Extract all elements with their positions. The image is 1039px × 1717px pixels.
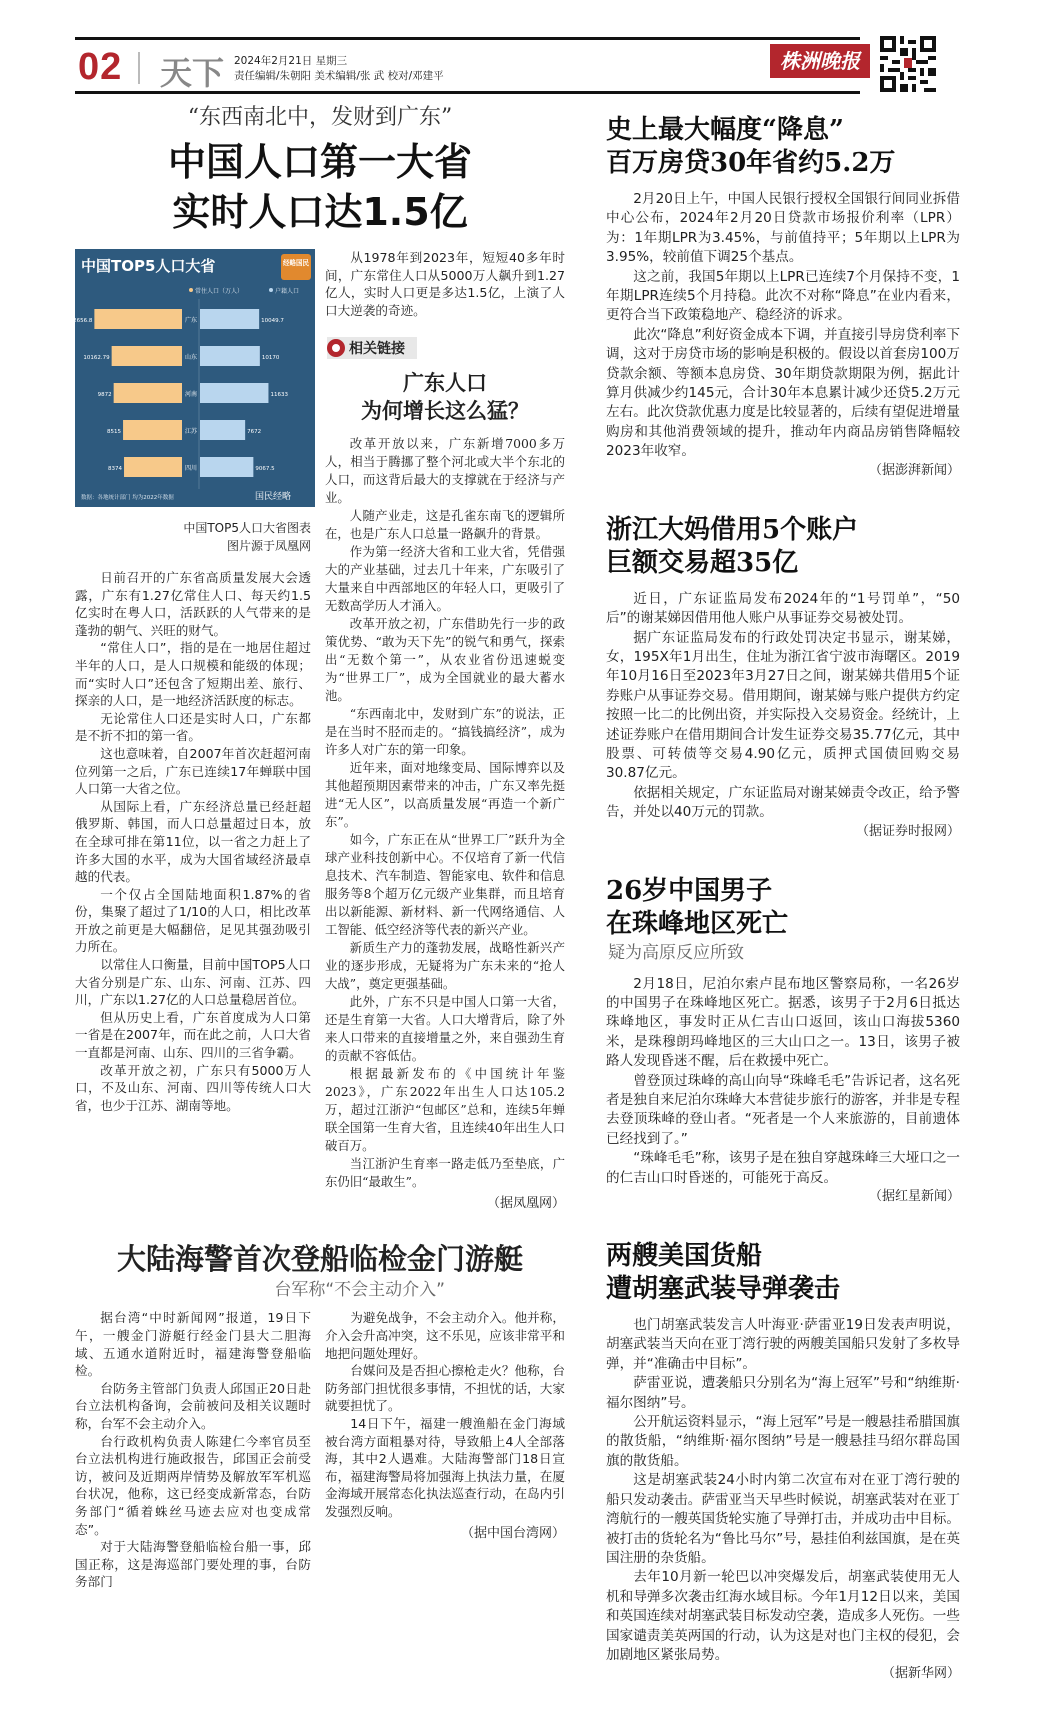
paragraph: 据广东证监局发布的行政处罚决定书显示，谢某娣，女，195X年1月出生，住址为浙江省宁波市海曙区。2019年10月16日至2023年3月27日之间，谢某娣共借用5个证券账户从事证券交易。借用期间，谢某娣与账户提供方约定按照一比二的比例出资，并实际投入交易资金。经统计，上述证券账户在借用期间合计发生证券交易35.77亿元，其中股票、可转债等交易4.90亿元，质押式国债回购交易30.87亿元。 — [606, 629, 960, 782]
legend-registered: 户籍人口 — [275, 288, 300, 295]
paragraph: 此次“降息”利好资金成本下调，并直接引导房贷利率下调，这对于房贷市场的影响是积极的。假设以首套房100万贷款余额、等额本息房贷、30年期贷款期限为例，据此计算月供减少约145元，合计30年本息累计减少还贷5.2万元左右。此次贷款优惠力度是比较显著的，后续有望促进增量购房和其他消费领域的提升，推动年内商品房销售降幅较2023年收窄。 — [606, 326, 960, 460]
paragraph: 萨雷亚说，遭袭船只分别名为“海上冠军”号和“纳维斯·福尔图纳”号。 — [606, 1375, 960, 1411]
issue-meta — [234, 54, 444, 84]
paragraph: 台行政机构负责人陈建仁今率官员至台立法机构进行施政报告，邱国正会前受访，被问及近期两岸情势及解放军军机巡台状况，他称，这已经变成新常态，台防务部门“循着蛛丝马迹去应对也变成常态”。 — [75, 1433, 311, 1537]
right-area — [606, 114, 960, 1717]
paragraph: 依据相关规定，广东证监局对谢某娣责令改正，给予警告，并处以40万元的罚款。 — [606, 784, 960, 821]
qr-code-icon — [880, 36, 936, 92]
paragraph: 曾登顶过珠峰的高山向导“珠峰毛毛”告诉记者，这名死者是独自来尼泊尔珠峰大本营徒步旅行的游客，并非是专程去登顶珠峰的登山者。“死者是一个人来旅游的，目前遗体已经找到了。” — [606, 1072, 960, 1147]
ships-headline — [606, 1240, 960, 1306]
page-number: 02 — [78, 46, 123, 88]
paragraph: “常住人口”，指的是在一地居住超过半年的人口，是人口规模和能级的体现；而“实时人口”还包含了短期出差、旅行、探亲的人口，是一地经济活跃度的标志。 — [75, 640, 311, 709]
paragraph: 改革开放之初，广东只有5000万人口，不及山东、河南、四川等传统人口大省，也少于江苏、湖南等地。 — [75, 1062, 311, 1113]
lead-columns — [69, 249, 565, 1213]
value-label-resident: 12656.8 — [69, 318, 93, 324]
editors: 责任编辑/朱朝阳 美术编辑/张 武 校对/邓建平 — [234, 70, 444, 82]
paragraph: “东西南北中，发财到广东”的说法，正是在当时不胫而走的。“搞钱搞经济”，成为许多人对广东的第一印象。 — [325, 706, 565, 758]
sidebar-headline-line1: 广东人口 — [403, 370, 487, 396]
lead-column-1 — [69, 249, 311, 1213]
legend-resident: 常住人口（万人） — [195, 288, 244, 295]
paragraph: 公开航运资料显示，“海上冠军”号是一艘悬挂希腊国旗的散货船，“纳维斯·福尔图纳”号是一艘悬挂马绍尔群岛国旗的散货船。 — [606, 1414, 960, 1469]
paragraph: 作为第一经济大省和工业大省，凭借强大的产业基础，过去几十年来，广东吸引了大量来自中西部地区的年轻人口，更吸引了无数高学历人才涌入。 — [325, 544, 565, 614]
lead-intro — [325, 249, 565, 319]
bar-registered-4 — [200, 457, 253, 477]
paragraph: 据台湾“中时新闻网”报道，19日下午，一艘金门游艇行经金门县大二胆海域、五通水道附近时，福建海警登船临检。 — [75, 1310, 311, 1379]
paragraph: 这也意味着，自2007年首次赶超河南位列第一之后，广东已连续17年蝉联中国人口第一大省之位。 — [75, 745, 311, 797]
source-credit: （据证券时报网） — [855, 823, 960, 839]
paragraph: 近年来，面对地缘变局、国际博弈以及其他超预期因素带来的冲击，广东又率先挺进“无人区”，以高质量发展“再造一个新广东”。 — [325, 760, 565, 830]
paragraph: 2月20日上午，中国人民银行授权全国银行间同业拆借中心公布，2024年2月20日贷款市场报价利率（LPR）为：1年期LPR为3.45%，与前值持平；5年期以上LPR为3.95%，较前值下调25个基点。 — [606, 191, 960, 266]
bar-registered-3 — [200, 420, 245, 440]
paragraph: 也门胡塞武装发言人叶海亚·萨雷亚19日发表声明说，胡塞武装当天向在亚丁湾行驶的两艘美国船只发射了多枚导弹，并“准确击中目标”。 — [606, 1317, 960, 1372]
lead-title — [75, 137, 565, 237]
lead-title-line1: 中国人口第一大省 — [167, 140, 472, 184]
paragraph: “珠峰毛毛”称，该男子是在独自穿越珠峰三大垭口之一的仁吉山口时昏迷的，可能死于高反。 — [606, 1150, 960, 1186]
section-name: 天下 — [160, 54, 225, 92]
paragraph: 此外，广东不只是中国人口第一大省，还是生育第一大省。人口大增背后，除了外来人口带来的直接增量之外，来自强劲生育的贡献不容低估。 — [325, 994, 565, 1064]
bar-resident-0 — [94, 309, 182, 329]
value-label-resident: 8374 — [108, 466, 123, 472]
paragraph: 改革开放以来，广东新增7000多万人，相当于腾挪了整个河北或大半个东北的人口，而这背后最大的支撑就在于经济与产业。 — [325, 436, 565, 506]
source-credit: （据红星新闻） — [868, 1189, 960, 1205]
everest-article — [606, 875, 960, 1206]
kinmen-headline: 大陆海警首次登船临检金门游艇 — [116, 1242, 523, 1277]
chart-brand: 国民经略 — [255, 492, 292, 502]
paragraph: 台媒问及是否担心擦枪走火？他称，台防务部门担忧很多事情，不担忧的话，大家就要担忧了。 — [325, 1363, 565, 1414]
paragraph: 台防务主管部门负责人邱国正20日赴台立法机构备询，会前被问及相关议题时称，台军不会主动介入。 — [75, 1380, 311, 1431]
legend-swatch-resident — [189, 288, 193, 292]
everest-headline — [606, 875, 960, 941]
sidebar-headline-line2: 为何增长这么猛？ — [361, 398, 529, 424]
chart-badge-icon — [281, 254, 311, 280]
category-label: 四川 — [184, 465, 198, 472]
ships-article — [606, 1240, 960, 1683]
lead-body — [75, 569, 311, 1114]
zj-body — [606, 590, 960, 823]
zj-article — [606, 514, 960, 841]
paragraph: 改革开放之初，广东借助先行一步的政策优势、“敢为天下先”的锐气和勇气，探索出“无数个第一”，从农业省份迅速蜕变为“世界工厂”，成为全国就业的最大蓄水池。 — [325, 616, 565, 704]
divider — [138, 52, 140, 84]
circle-icon — [327, 339, 345, 357]
lead-column-2 — [325, 249, 565, 1213]
paragraph: 为避免战争，不会主动介入。他并称，介入会升高冲突，这不乐见，应该非常平和地把问题处理好。 — [325, 1310, 565, 1361]
bar-registered-1 — [200, 346, 260, 366]
chart-note: 数据：各地统计部门 均为2022年数据 — [81, 495, 174, 501]
chart-title: 中国TOP5人口大省 — [81, 257, 216, 275]
bar-resident-4 — [124, 457, 182, 477]
rate-headline-line1: 史上最大幅度“降息” — [606, 115, 844, 145]
paragraph: 新质生产力的蓬勃发展，战略性新兴产业的逐步形成，无疑将为广东未来的“抢人大战”，奠定更强基础。 — [325, 940, 565, 992]
value-label-resident: 10162.79 — [83, 355, 110, 361]
rate-body — [606, 190, 960, 462]
zj-headline-line1: 浙江大妈借用5个账户 — [606, 514, 859, 545]
newspaper-logo: 株洲晚报 — [770, 44, 870, 78]
population-bar-chart — [69, 249, 315, 507]
value-label-registered: 11633 — [270, 392, 288, 398]
paragraph: 根据最新发布的《中国统计年鉴2023》，广东2022年出生人口达105.2万，超过江浙沪“包邮区”总和，连续5年蝉联全国第一生育大省，且连续40年出生人口破百万。 — [325, 1066, 565, 1154]
category-label: 河南 — [184, 391, 198, 398]
header-top-rule — [75, 37, 860, 40]
paragraph: 去年10月新一轮巴以冲突爆发后，胡塞武装使用无人机和导弹多次袭击红海水域目标。今年1月12日以来，美国和英国连续对胡塞武装目标发动空袭，造成多人死伤。一些国家谴责美英两国的行动，认为这是对也门主权的侵犯，会加剧地区紧张局势。 — [606, 1569, 960, 1663]
bar-resident-3 — [123, 420, 182, 440]
rate-headline — [606, 114, 960, 180]
sidebar-body — [325, 435, 565, 1191]
category-label: 广东 — [184, 317, 198, 324]
bar-registered-0 — [200, 309, 259, 329]
related-link-label: 相关链接 — [349, 341, 405, 358]
value-label-resident: 9872 — [97, 392, 112, 398]
ships-body — [606, 1316, 960, 1665]
sidebar-headline — [325, 369, 565, 425]
value-label-registered: 10170 — [261, 355, 280, 361]
bar-registered-2 — [200, 383, 268, 403]
bar-resident-1 — [112, 346, 182, 366]
paragraph: 人随产业走，这是孔雀东南飞的逻辑所在，也是广东人口总量一路飙升的背景。 — [325, 508, 565, 542]
issue-date: 2024年2月21日 星期三 — [234, 55, 348, 67]
paragraph: 从国际上看，广东经济总量已经赶超俄罗斯、韩国，而人口总量超过日本，放在全球可排在第11位，以一省之力赶上了许多大国的水平，成为大国省域经济最卓越的代表。 — [75, 798, 311, 885]
value-label-resident: 8515 — [107, 429, 122, 435]
everest-body — [606, 975, 960, 1188]
paragraph: 14日下午，福建一艘渔船在金门海域被台湾方面粗暴对待，导致船上4人全部落海，其中2人遇难。大陆海警部门18日宣布，福建海警局将加强海上执法力量，在厦金海域开展常态化执法巡查行动，在岛内引发强烈反响。 — [325, 1415, 565, 1519]
source-credit: （据澎湃新闻） — [868, 462, 960, 478]
zj-headline-line2: 巨额交易超35亿 — [606, 547, 799, 578]
bar-resident-2 — [114, 383, 182, 403]
kinmen-body-col1 — [75, 1309, 311, 1591]
lead-kicker: “东西南北中，发财到广东” — [187, 105, 453, 130]
chart-badge: 经略国民 — [283, 259, 311, 267]
paragraph: 一个仅占全国陆地面积1.87%的省份，集聚了超过了1/10的人口，相比改革开放之前更是大幅翻倍，足见其强劲吸引力所在。 — [75, 886, 311, 955]
everest-headline-line1: 26岁中国男子 — [606, 875, 773, 906]
paragraph: 这是胡塞武装24小时内第二次宣布对在亚丁湾行驶的船只发动袭击。萨雷亚当天早些时候说，胡塞武装对在亚丁湾航行的一艘英国货轮实施了导弹打击，并成功击中目标。被打击的货轮名为“鲁比马尔”号，悬挂伯利兹国旗，是在英国注册的杂货船。 — [606, 1472, 960, 1566]
caption-line2: 图片源于凤凰网 — [226, 539, 311, 553]
ships-headline-line2: 遭胡塞武装导弹袭击 — [606, 1274, 841, 1305]
related-link-badge — [327, 337, 417, 359]
kinmen-subtitle: 台军称“不会主动介入” — [274, 1280, 445, 1301]
caption-line1: 中国TOP5人口大省图表 — [183, 521, 311, 535]
category-label: 山东 — [184, 354, 198, 361]
category-label: 江苏 — [184, 428, 198, 435]
paragraph: 以常住人口衡量，目前中国TOP5人口大省分别是广东、山东、河南、江苏、四川，广东以1.27亿的人口总量稳居首位。 — [75, 957, 311, 1008]
paragraph: 日前召开的广东省高质量发展大会透露，广东有1.27亿常住人口、每天约1.5亿实时在粤人口，活跃跃的人气带来的是蓬勃的朝气、兴旺的财气。 — [75, 570, 311, 638]
rate-headline-line2: 百万房贷30年省约5.2万 — [606, 148, 896, 178]
paragraph: 当江浙沪生育率一路走低乃至垫底，广东仍旧“最敢生”。 — [325, 1156, 565, 1190]
paragraph: 对于大陆海警登船临检台船一事，邱国正称，这是海巡部门要处理的事，台防务部门 — [75, 1539, 311, 1590]
source-credit: （据新华网） — [881, 1666, 960, 1682]
value-label-registered: 7672 — [247, 429, 262, 435]
left-area — [69, 100, 565, 1591]
source-credit: （据凤凰网） — [486, 1196, 565, 1212]
value-label-registered: 9067.5 — [255, 466, 275, 472]
value-label-registered: 10049.7 — [261, 318, 284, 324]
chart-caption — [75, 519, 311, 555]
ships-headline-line1: 两艘美国货船 — [606, 1241, 763, 1272]
source-credit: （据中国台湾网） — [460, 1525, 565, 1541]
paragraph: 但从历史上看，广东首度成为人口第一省是在2007年，而在此之前，人口大省一直都是河南、山东、四川的三省争霸。 — [75, 1009, 311, 1061]
kinmen-body-col2 — [325, 1309, 565, 1520]
kinmen-columns — [75, 1309, 565, 1591]
paragraph: 这之前，我国5年期以上LPR已连续7个月保持不变，1年期LPR连续5个月持稳。此次不对称“降息”在业内看来，更符合当下政策稳地产、稳经济的诉求。 — [606, 268, 960, 324]
legend-swatch-registered — [269, 288, 273, 292]
lead-title-line2: 实时人口达1.5亿 — [172, 190, 468, 234]
paragraph: 无论常住人口还是实时人口，广东都是不折不扣的第一省。 — [75, 710, 311, 744]
everest-headline-line2: 在珠峰地区死亡 — [606, 908, 789, 939]
paragraph: 从1978年到2023年，短短40多年时间，广东常住人口从5000万人飙升到1.27亿人，实时人口更是多达1.5亿，上演了人口大逆袭的奇迹。 — [325, 250, 565, 318]
paragraph: 如今，广东正在从“世界工厂”跃升为全球产业科技创新中心。不仅培育了新一代信息技术、汽车制造、智能家电、软件和信息服务等8个超万亿元级产业集群，而且培育出以新能源、新材料、新一代网络通信、人工智能、低空经济等代表的新兴产业。 — [325, 832, 565, 938]
rate-article — [606, 114, 960, 480]
everest-subtitle: 疑为高原反应所致 — [608, 942, 744, 963]
paragraph: 近日，广东证监局发布2024年的“1号罚单”，“50后”的谢某娣因借用他人账户从事证券交易被处罚。 — [606, 590, 960, 627]
paragraph: 2月18日，尼泊尔索卢昆布地区警察局称，一名26岁的中国男子在珠峰地区死亡。据悉，该男子于2月6日抵达珠峰地区，事发时正从仁吉山口返回，该山口海拔5360米，是珠穆朗玛峰地区的三大山口之一。13日，该男子被路人发现昏迷不醒，后在救援中死亡。 — [606, 975, 960, 1070]
zj-headline — [606, 514, 960, 580]
